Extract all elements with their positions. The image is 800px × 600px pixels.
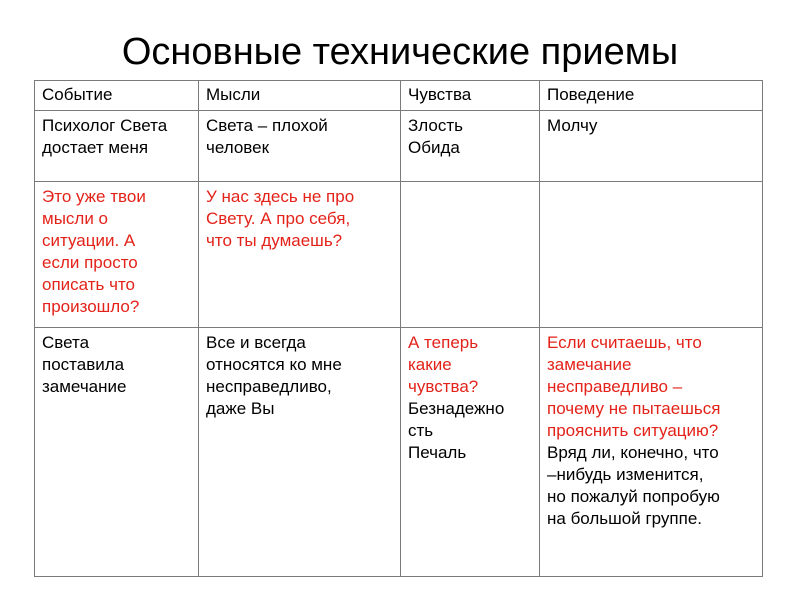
- thoughts-cell: [199, 328, 401, 577]
- column-header-thoughts: Мысли: [199, 81, 401, 111]
- column-header-feelings: Чувства: [401, 81, 540, 111]
- feelings-cell: [401, 182, 540, 328]
- table-row: [35, 182, 763, 328]
- thoughts-cell: [199, 111, 401, 182]
- thoughts-text: Все и всегда относятся ко мне несправедливо, даже Вы: [206, 333, 342, 418]
- behavior-text: Молчу: [547, 116, 598, 135]
- event-text: Света поставила замечание: [42, 333, 127, 396]
- slide-title: Основные технические приемы: [121, 31, 679, 73]
- feelings-cell: [401, 328, 540, 577]
- event-text: Психолог Света достает меня: [42, 116, 168, 157]
- column-header-event: Событие: [35, 81, 199, 111]
- table-row: [35, 111, 763, 182]
- table-header-row: [35, 81, 763, 111]
- therapist-question-text: А теперь какие чувства?: [408, 333, 479, 396]
- thoughts-cell: [199, 182, 401, 328]
- therapist-question-text: У нас здесь не про Свету. А про себя, что ты думаешь?: [206, 187, 355, 250]
- behavior-cell: [540, 328, 763, 577]
- feelings-cell: [401, 111, 540, 182]
- therapist-question-text: Если считаешь, что замечание несправедливо – почему не пытаешься прояснить ситуацию?: [547, 333, 721, 440]
- feelings-text: Безнадежно сть Печаль: [408, 399, 505, 462]
- techniques-table: [34, 80, 763, 577]
- event-cell: [35, 328, 199, 577]
- behavior-cell: [540, 111, 763, 182]
- event-cell: [35, 111, 199, 182]
- feelings-text: Злость Обида: [408, 116, 463, 157]
- table-row: [35, 328, 763, 577]
- event-cell: [35, 182, 199, 328]
- column-header-behavior: Поведение: [540, 81, 763, 111]
- behavior-text: Вряд ли, конечно, что –нибудь изменится, но пожалуй попробую на большой группе.: [547, 443, 720, 528]
- thoughts-text: Света – плохой человек: [206, 116, 328, 157]
- therapist-question-text: Это уже твои мысли о ситуации. А если просто описать что произошло?: [42, 187, 146, 316]
- behavior-cell: [540, 182, 763, 328]
